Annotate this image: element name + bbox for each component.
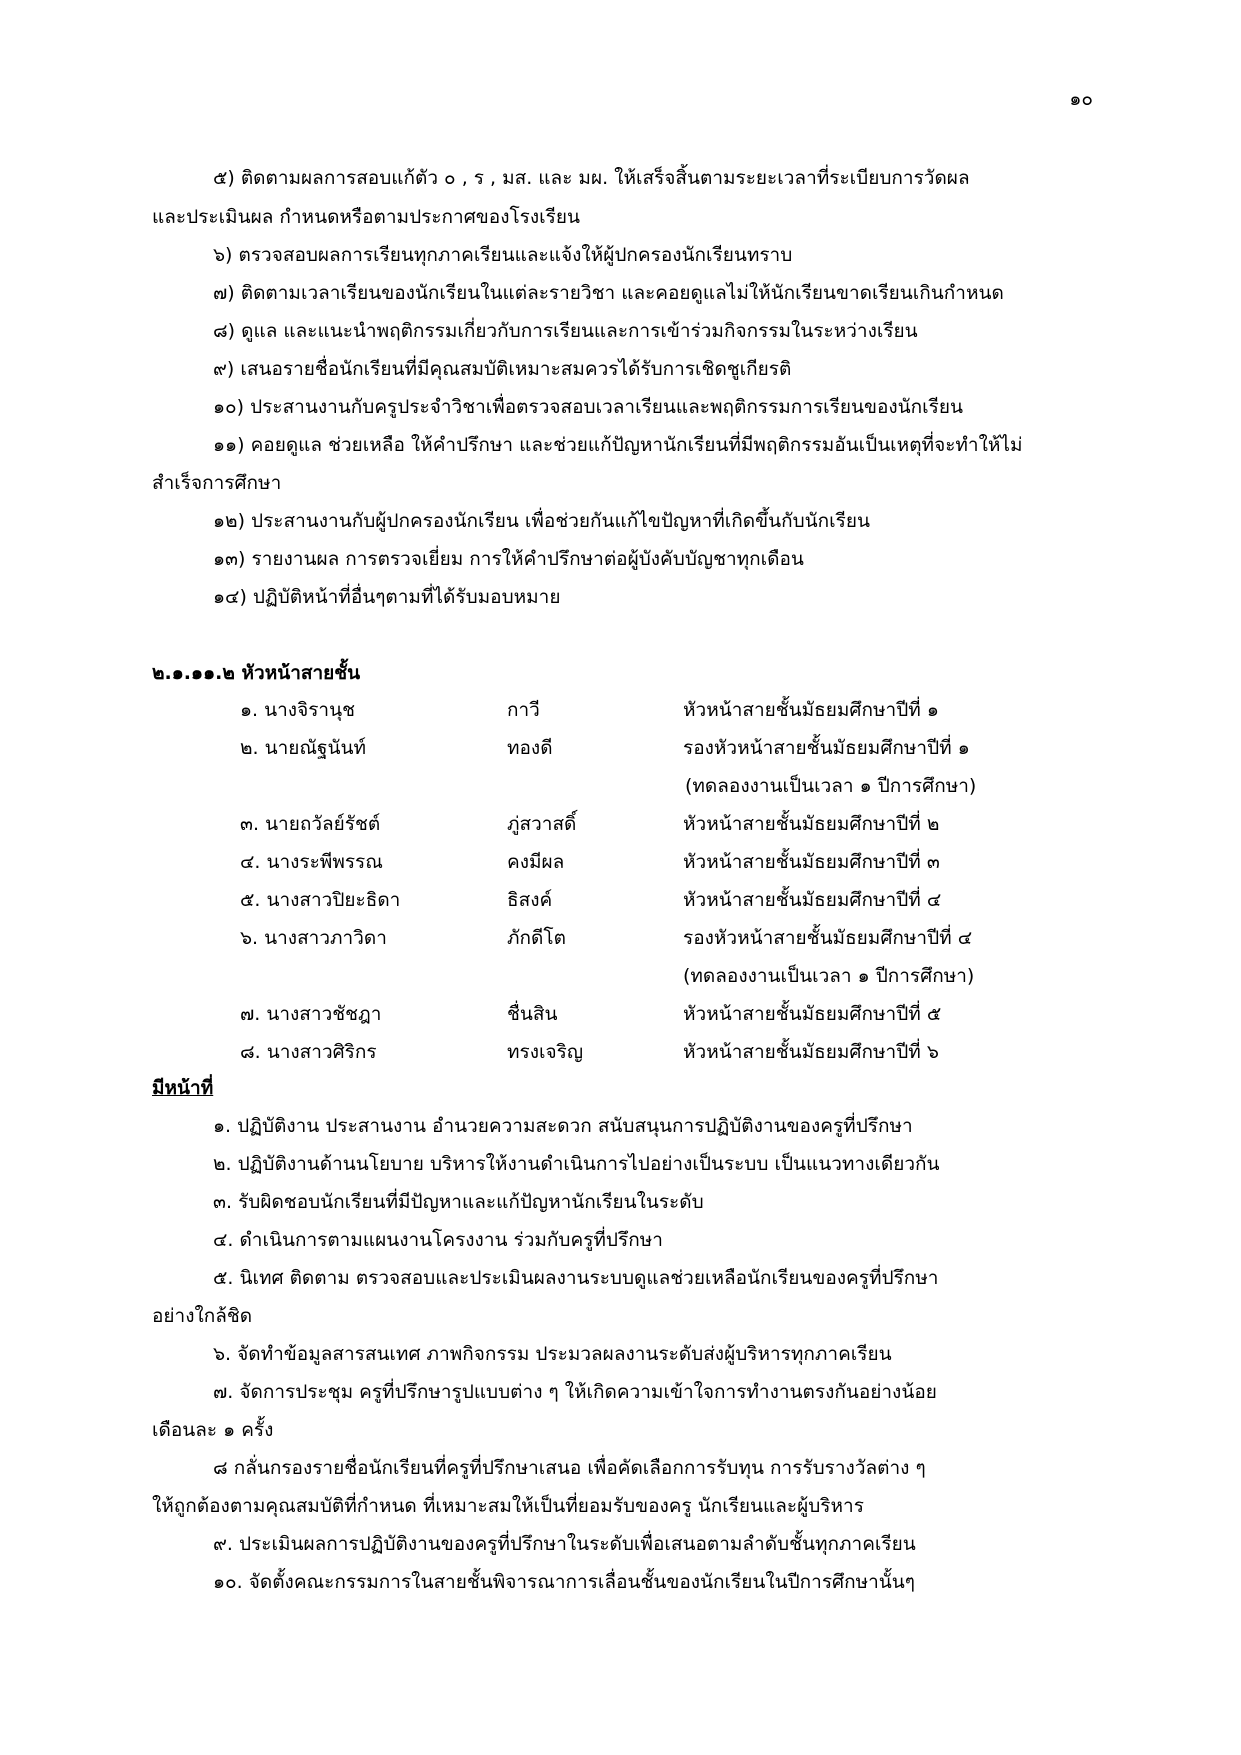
duty-item-5: ๕) ติดตามผลการสอบแก้ตัว ๐ , ร , มส. และ มผ. ให้เสร็จสิ้นตามระยะเวลาที่ระเบียบการวัดผล — [213, 167, 970, 189]
staff-surname: ทรงเจริญ — [507, 1041, 584, 1063]
head-duty-item-8-continuation: ให้ถูกต้องตามคุณสมบัติที่กำหนด ที่เหมาะสมให้เป็นที่ยอมรับของครู นักเรียนและผู้บริหาร — [152, 1495, 864, 1517]
head-duty-item-2: ๒. ปฏิบัติงานด้านนโยบาย บริหารให้งานดำเนินการไปอย่างเป็นระบบ เป็นแนวทางเดียวกัน — [213, 1153, 940, 1175]
staff-surname: ภู่สวาสดิ์ — [507, 813, 577, 835]
duty-item-7: ๗) ติดตามเวลาเรียนของนักเรียนในแต่ละรายวิชา และคอยดูแลไม่ให้นักเรียนขาดเรียนเกินกำหนด — [213, 282, 1004, 304]
duty-item-9: ๙) เสนอรายชื่อนักเรียนที่มีคุณสมบัติเหมาะสมควรได้รับการเชิดชูเกียรติ — [213, 358, 792, 380]
head-duty-item-1: ๑. ปฏิบัติงาน ประสานงาน อำนวยความสะดวก สนับสนุนการปฏิบัติงานของครูที่ปรึกษา — [213, 1115, 913, 1137]
staff-role: หัวหน้าสายชั้นมัธยมศึกษาปีที่ ๓ — [683, 851, 940, 873]
head-duty-item-7: ๗. จัดการประชุม ครูที่ปรึกษารูปแบบต่าง ๆ ให้เกิดความเข้าใจการทำงานตรงกันอย่างน้อย — [213, 1381, 937, 1403]
duty-item-13: ๑๓) รายงานผล การตรวจเยี่ยม การให้คำปรึกษาต่อผู้บังคับบัญชาทุกเดือน — [213, 548, 804, 570]
section-heading: ๒.๑.๑๑.๒ หัวหน้าสายชั้น — [152, 662, 361, 684]
head-duty-item-9: ๙. ประเมินผลการปฏิบัติงานของครูที่ปรึกษาในระดับเพื่อเสนอตามลำดับชั้นทุกภาคเรียน — [213, 1533, 916, 1555]
duties-heading: มีหน้าที่ — [152, 1077, 214, 1099]
duty-item-5-continuation: และประเมินผล กำหนดหรือตามประกาศของโรงเรียน — [152, 206, 580, 228]
duty-item-11: ๑๑) คอยดูแล ช่วยเหลือ ให้คำปรึกษา และช่วยแก้ปัญหานักเรียนที่มีพฤติกรรมอันเป็นเหตุที่จะทำให้ไม่ — [213, 434, 1023, 456]
staff-note: (ทดลองงานเป็นเวลา ๑ ปีการศึกษา) — [685, 775, 977, 797]
head-duty-item-4: ๔. ดำเนินการตามแผนงานโครงงาน ร่วมกับครูที่ปรึกษา — [213, 1229, 663, 1251]
duty-item-14: ๑๔) ปฏิบัติหน้าที่อื่นๆตามที่ได้รับมอบหมาย — [213, 586, 561, 608]
staff-role: หัวหน้าสายชั้นมัธยมศึกษาปีที่ ๒ — [683, 813, 940, 835]
staff-role: หัวหน้าสายชั้นมัธยมศึกษาปีที่ ๖ — [683, 1041, 939, 1063]
head-duty-item-7-continuation: เดือนละ ๑ ครั้ง — [152, 1419, 274, 1441]
head-duty-item-8: ๘ กลั่นกรองรายชื่อนักเรียนที่ครูที่ปรึกษาเสนอ เพื่อคัดเลือกการรับทุน การรับรางวัลต่าง ๆ — [213, 1457, 926, 1479]
staff-surname: ธิสงค์ — [507, 889, 553, 911]
staff-name: ๖. นางสาวภาวิดา — [240, 927, 387, 949]
staff-name: ๕. นางสาวปิยะธิดา — [240, 889, 401, 911]
staff-name: ๗. นางสาวชัชฎา — [240, 1003, 382, 1025]
staff-role: หัวหน้าสายชั้นมัธยมศึกษาปีที่ ๔ — [683, 889, 942, 911]
head-duty-item-5-continuation: อย่างใกล้ชิด — [152, 1305, 253, 1327]
staff-role: รองหัวหน้าสายชั้นมัธยมศึกษาปีที่ ๔ — [683, 927, 973, 949]
staff-note: (ทดลองงานเป็นเวลา ๑ ปีการศึกษา) — [683, 965, 975, 987]
staff-role: หัวหน้าสายชั้นมัธยมศึกษาปีที่ ๕ — [683, 1003, 942, 1025]
staff-surname: ทองดี — [507, 737, 553, 759]
head-duty-item-3: ๓. รับผิดชอบนักเรียนที่มีปัญหาและแก้ปัญหานักเรียนในระดับ — [213, 1191, 704, 1213]
duty-item-11-continuation: สำเร็จการศึกษา — [152, 472, 282, 494]
page-number: ๑๐ — [1069, 88, 1093, 110]
staff-name: ๓. นายถวัลย์รัชต์ — [240, 813, 381, 835]
staff-surname: กาวี — [507, 699, 540, 721]
head-duty-item-10: ๑๐. จัดตั้งคณะกรรมการในสายชั้นพิจารณาการเลื่อนชั้นของนักเรียนในปีการศึกษานั้นๆ — [213, 1571, 915, 1593]
staff-role: รองหัวหน้าสายชั้นมัธยมศึกษาปีที่ ๑ — [683, 737, 970, 759]
staff-name: ๒. นายณัฐนันท์ — [240, 737, 367, 759]
duty-item-10: ๑๐) ประสานงานกับครูประจำวิชาเพื่อตรวจสอบเวลาเรียนและพฤติกรรมการเรียนของนักเรียน — [213, 396, 963, 418]
duty-item-6: ๖) ตรวจสอบผลการเรียนทุกภาคเรียนและแจ้งให้ผู้ปกครองนักเรียนทราบ — [213, 244, 793, 266]
staff-name: ๔. นางระพีพรรณ — [240, 851, 383, 873]
duty-item-8: ๘) ดูแล และแนะนำพฤติกรรมเกี่ยวกับการเรียนและการเข้าร่วมกิจกรรมในระหว่างเรียน — [213, 320, 918, 342]
staff-surname: ชื่นสิน — [507, 1003, 558, 1025]
staff-name: ๑. นางจิรานุช — [240, 699, 355, 721]
duty-item-12: ๑๒) ประสานงานกับผู้ปกครองนักเรียน เพื่อช่วยกันแก้ไขปัญหาที่เกิดขึ้นกับนักเรียน — [213, 510, 870, 532]
staff-role: หัวหน้าสายชั้นมัธยมศึกษาปีที่ ๑ — [683, 699, 939, 721]
staff-surname: คงมีผล — [507, 851, 565, 873]
head-duty-item-5: ๕. นิเทศ ติดตาม ตรวจสอบและประเมินผลงานระบบดูแลช่วยเหลือนักเรียนของครูที่ปรึกษา — [213, 1267, 939, 1289]
head-duty-item-6: ๖. จัดทำข้อมูลสารสนเทศ ภาพกิจกรรม ประมวลผลงานระดับส่งผู้บริหารทุกภาคเรียน — [213, 1343, 892, 1365]
staff-name: ๘. นางสาวศิริกร — [240, 1041, 377, 1063]
staff-surname: ภักดีโต — [507, 927, 566, 949]
